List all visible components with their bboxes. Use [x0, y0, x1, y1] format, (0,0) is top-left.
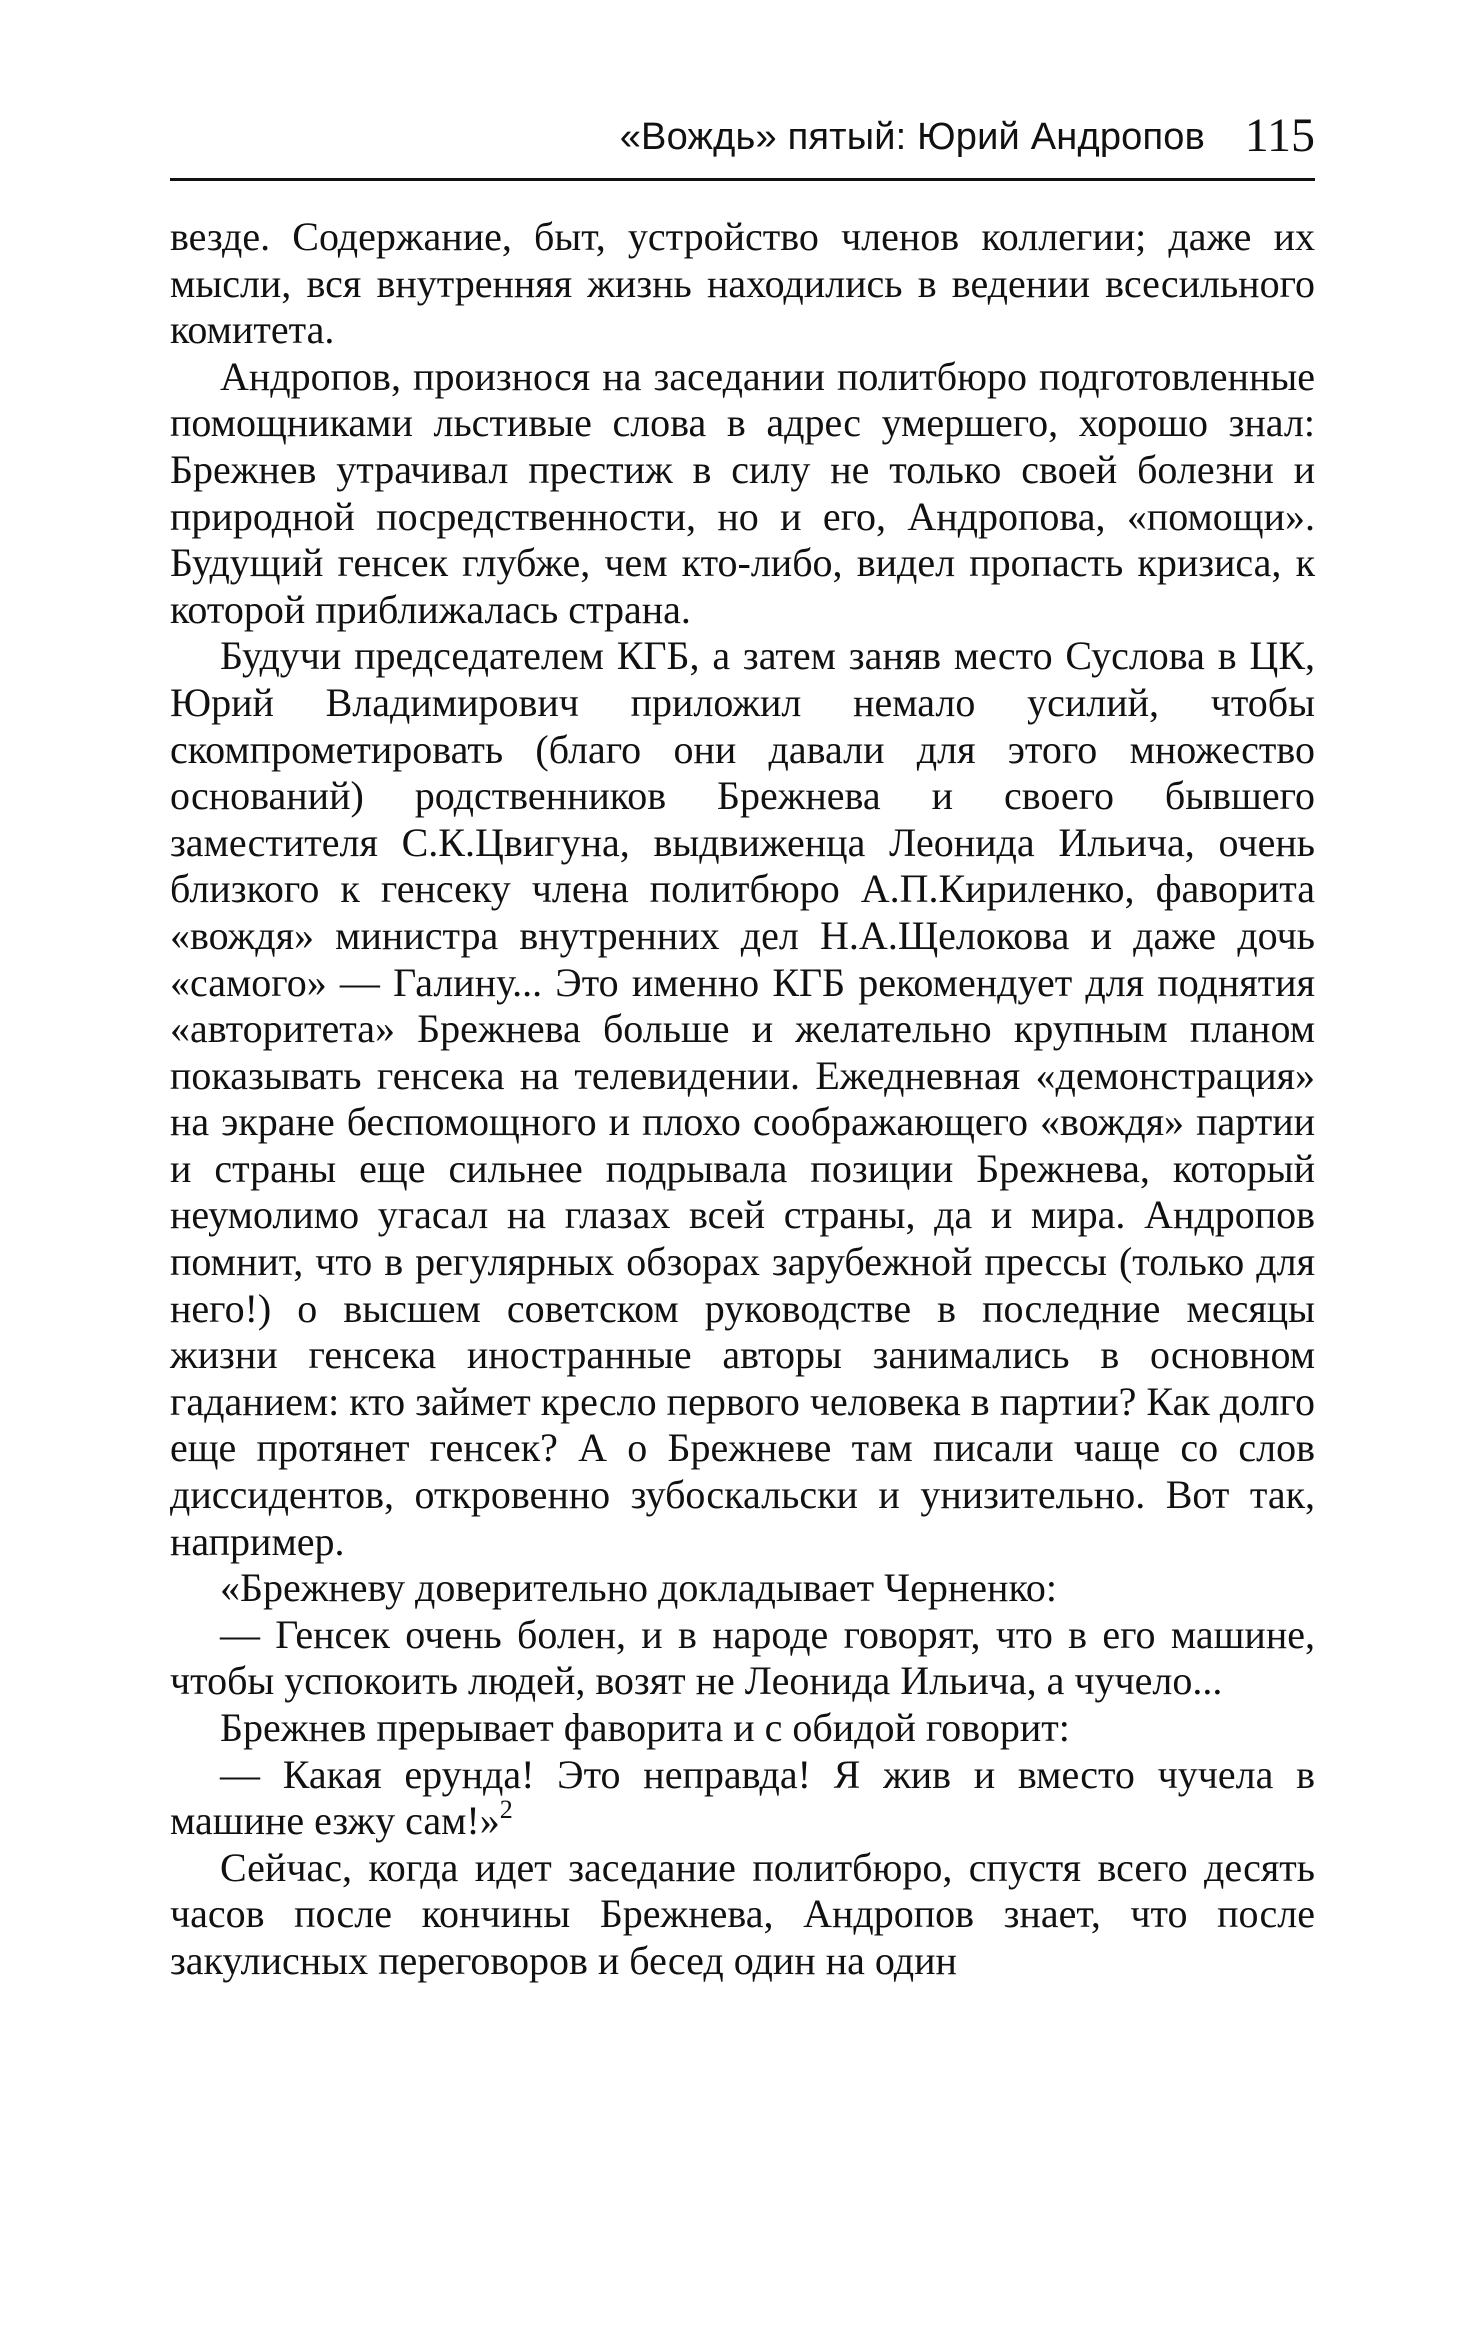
paragraph-3: Будучи председателем КГБ, а затем заняв место Суслова в ЦК, Юрий Владимирович приложил немало усилий, чтобы скомпрометировать (благо они давали для этого множество оснований) родственников Брежнева и своего бывшего заместителя С.К.Цвигуна, выдвиженца Леонида Ильича, очень близкого к генсеку члена политбюро А.П.Кириленко, фаворита «вождя» министра внутренних дел Н.А.Щелокова и даже дочь «самого» — Галину... Это именно КГБ рекомендует для поднятия «авторитета» Брежнева больше и желательно крупным планом показывать генсека на телевидении. Ежедневная «демонстрация» на экране беспомощного и плохо соображающего «вождя» партии и страны еще сильнее подрывала позиции Брежнева, который неумолимо угасал на глазах всей страны, да и мира. Андропов помнит, что в регулярных обзорах зарубежной прессы (только для него!) о высшем советском руководстве в последние месяцы жизни генсека иностранные авторы занимались в основном гаданием: кто займет кресло первого человека в партии? Как долго еще протянет генсек? А о Брежневе там писали чаще со слов диссидентов, откровенно зубоскальски и унизительно. Вот так, например. — [170, 633, 1315, 1564]
paragraph-7-text: — Какая ерунда! Это неправда! Я жив и вместо чучела в машине езжу сам!» — [170, 1751, 1315, 1844]
paragraph-7 — [170, 1752, 1315, 1845]
paragraph-2: Андропов, произнося на заседании политбюро подготовленные помощниками льстивые слова в адрес умершего, хорошо знал: Брежнев утрачивал престиж в силу не только своей болезни и природной посредственности, но и его, Андропова, «помощи». Будущий генсек глубже, чем кто-либо, видел пропасть кризиса, к которой приближалась страна. — [170, 353, 1315, 632]
paragraph-1: везде. Содержание, быт, устройство членов коллегии; даже их мысли, вся внутренняя жизнь находились в ведении всесильного комитета. — [170, 214, 1315, 353]
running-header — [170, 108, 1315, 168]
body-text — [170, 214, 1315, 1985]
paragraph-4: «Брежневу доверительно докладывает Черненко: — [220, 1565, 1057, 1611]
header-rule — [170, 178, 1315, 181]
paragraph-6: Брежнев прерывает фаворита и с обидой говорит: — [220, 1705, 1070, 1750]
running-header-title: «Вождь» пятый: Юрий Андропов — [619, 116, 1205, 158]
page-number: 115 — [1244, 109, 1315, 162]
paragraph-8: Сейчас, когда идет заседание политбюро, спустя всего десять часов после кончины Брежнева, Андропов знает, что после закулисных переговоров и бесед один на один — [170, 1844, 1315, 1983]
footnote-marker: 2 — [499, 1795, 513, 1825]
paragraph-5: — Генсек очень болен, и в народе говорят, что в его машине, чтобы успокоить людей, возят не Леонида Ильича, а чучело... — [170, 1611, 1315, 1704]
